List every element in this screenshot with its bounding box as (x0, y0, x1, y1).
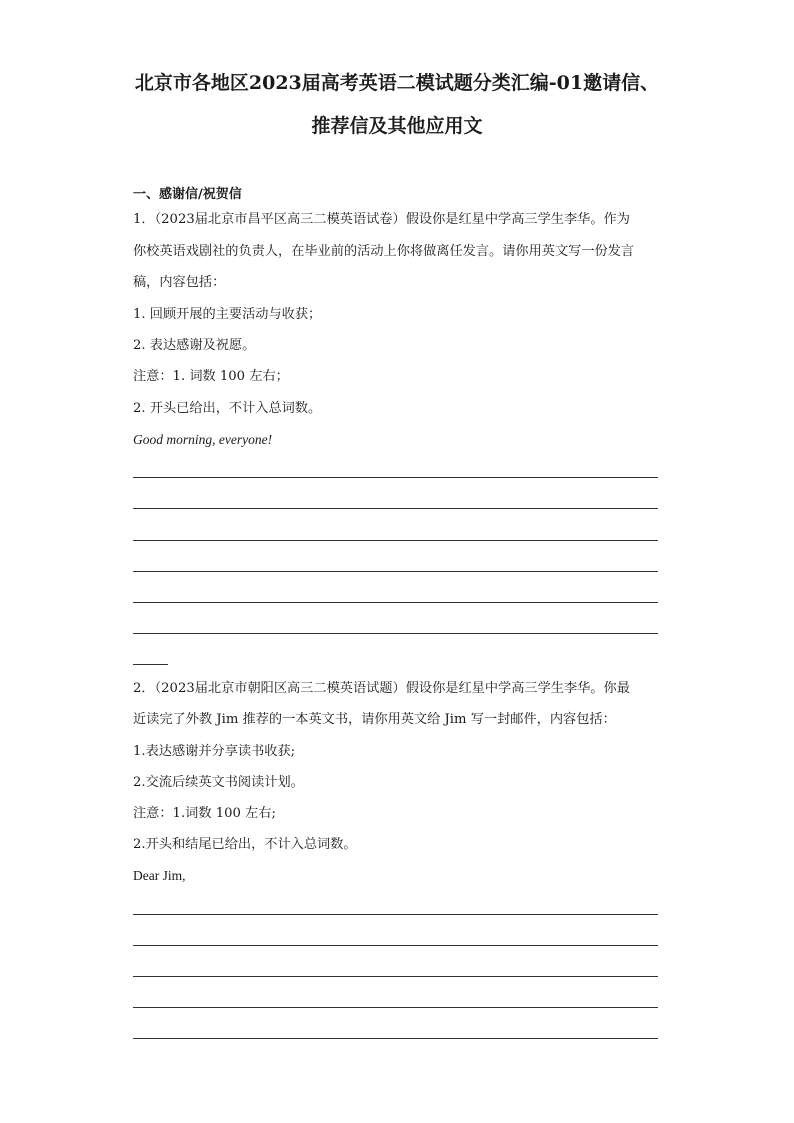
q1-opening: Good morning, everyone! (133, 432, 273, 447)
q1-answer-line[interactable] (133, 540, 658, 541)
q2-note-2: 2.开头和结尾已给出，不计入总词数。 (133, 837, 357, 852)
page-title-line-1: 北京市各地区2023届高考英语二模试题分类汇编-01邀请信、 (134, 72, 660, 94)
q1-point-2: 2. 表达感谢及祝愿。 (133, 338, 256, 353)
q1-answer-line[interactable] (133, 508, 658, 509)
q1-note-2: 2. 开头已给出，不计入总词数。 (133, 401, 322, 416)
q1-answer-line[interactable] (133, 602, 658, 603)
q2-answer-line[interactable] (133, 1007, 658, 1008)
q1-answer-line-end[interactable] (133, 664, 168, 665)
q2-point-2: 2.交流后续英文书阅读计划。 (133, 775, 304, 790)
q2-prompt-line-2: 近读完了外教 Jim 推荐的一本英文书，请你用英文给 Jim 写一封邮件，内容包括： (133, 712, 616, 727)
q1-answer-line[interactable] (133, 633, 658, 634)
q1-point-1: 1. 回顾开展的主要活动与收获； (133, 307, 322, 322)
q2-answer-line[interactable] (133, 1038, 658, 1039)
q2-note-1: 注意：1.词数 100 左右; (133, 806, 276, 821)
section-heading: 一、感谢信/祝贺信 (133, 187, 242, 202)
page-title-line-2: 推荐信及其他应用文 (311, 115, 483, 137)
q1-answer-line[interactable] (133, 571, 658, 572)
q2-answer-line[interactable] (133, 945, 658, 946)
q1-prompt-line-2: 你校英语戏剧社的负责人，在毕业前的活动上你将做离任发言。请你用英文写一份发言 (133, 244, 635, 259)
q1-prompt-line-1: 1．（2023届北京市昌平区高三二模英语试卷）假设你是红星中学高三学生李华。作为 (133, 212, 630, 227)
q1-note-1: 注意：1. 词数 100 左右； (133, 369, 289, 384)
q1-prompt-line-3: 稿，内容包括： (133, 275, 226, 290)
q2-opening: Dear Jim, (133, 868, 186, 883)
q1-answer-line[interactable] (133, 477, 658, 478)
q2-answer-line[interactable] (133, 976, 658, 977)
q2-prompt-line-1: 2．（2023届北京市朝阳区高三二模英语试题）假设你是红星中学高三学生李华。你最 (133, 681, 630, 696)
q2-point-1: 1.表达感谢并分享读书收获; (133, 744, 296, 759)
q2-answer-line[interactable] (133, 914, 658, 915)
